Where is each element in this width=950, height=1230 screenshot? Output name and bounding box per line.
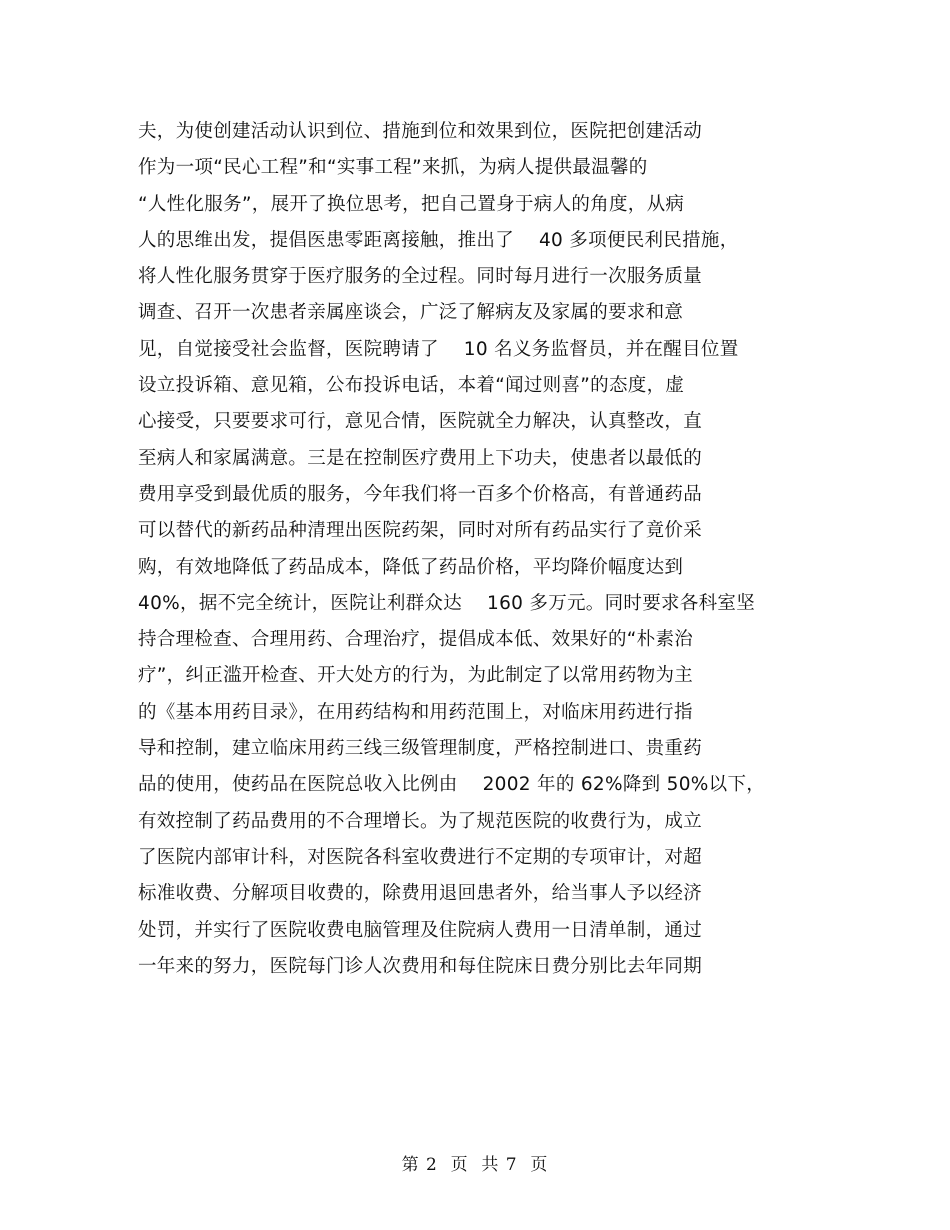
body-text [138, 114, 828, 985]
text-line: 有效控制了药品费用的不合理增长。为了规范医院的收费行为，成立 [138, 810, 703, 832]
text-line: 夫，为使创建活动认识到位、措施到位和效果到位，医院把创建活动 [138, 121, 703, 142]
text-line: 处罚，并实行了医院收费电脑管理及住院病人费用一日清单制，通过 [138, 919, 703, 941]
text-line: 一年来的努力，医院每门诊人次费用和每住院床日费分别比去年同期 [138, 955, 703, 977]
text-line: 心接受，只要要求可行，意见合情，医院就全力解决，认真整改，直 [138, 411, 703, 433]
text-line: 持合理检查、合理用药、合理治疗，提倡成本低、效果好的“朴素治 [138, 629, 694, 651]
text-line: 导和控制，建立临床用药三线三级管理制度，严格控制进口、贵重药 [138, 738, 703, 760]
text-line: 将人性化服务贯穿于医疗服务的全过程。同时每月进行一次服务质量 [138, 266, 703, 288]
text-line: 作为一项“民心工程”和“实事工程”来抓，为病人提供最温馨的 [138, 157, 648, 179]
text-line: 的《基本用药目录》，在用药结构和用药范围上，对临床用药进行指 [138, 701, 693, 723]
text-line: 40%，据不完全统计，医院让利群众达 160 多万元。同时要求各科室坚 [138, 592, 755, 614]
text-line: 标准收费、分解项目收费的，除费用退回患者外，给当事人予以经济 [138, 883, 703, 905]
text-line: 至病人和家属满意。三是在控制医疗费用上下功夫，使患者以最低的 [138, 447, 703, 469]
text-line: 可以替代的新药品种清理出医院药架，同时对所有药品实行了竟价采 [138, 520, 703, 542]
text-line: 购，有效地降低了药品成本，降低了药品价格，平均降价幅度达到 [138, 556, 684, 578]
text-line: “人性化服务”，展开了换位思考，把自己置身于病人的角度，从病 [138, 193, 685, 215]
text-line: 见，自觉接受社会监督，医院聘请了 10 名义务监督员，并在醒目位置 [138, 338, 739, 360]
text-line: 品的使用，使药品在医院总收入比例由 2002 年的 62%降到 50%以下， [138, 774, 766, 796]
text-line: 人的思维出发，提倡医患零距离接触，推出了 40 多项便民利民措施， [138, 229, 739, 251]
text-line: 设立投诉箱、意见箱，公布投诉电话，本着“闻过则喜”的态度，虚 [138, 375, 685, 397]
text-line: 调查、召开一次患者亲属座谈会，广泛了解病友及家属的要求和意 [138, 302, 684, 324]
text-line: 费用享受到最优质的服务，今年我们将一百多个价格高，有普通药品 [138, 483, 703, 505]
text-line: 了医院内部审计科，对医院各科室收费进行不定期的专项审计，对超 [138, 846, 703, 868]
page-footer: 第 2 页 共 7 页 [401, 1155, 549, 1175]
text-line: 疗”，纠正滥开检查、开大处方的行为，为此制定了以常用药物为主 [138, 665, 694, 687]
